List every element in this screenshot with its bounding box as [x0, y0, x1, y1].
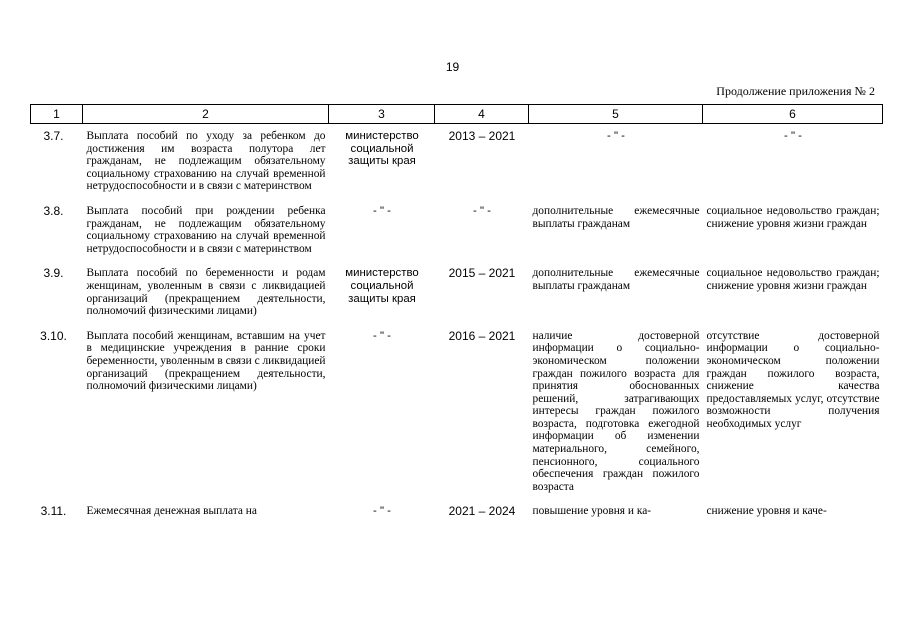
table-row: [31, 324, 883, 500]
row-number: 3.10.: [40, 328, 67, 343]
executor-cell: - " -: [373, 505, 391, 518]
program-measures-table: [30, 104, 883, 524]
table-header-row: [31, 105, 883, 124]
condition-cell: дополнительные ежемесячные выплаты гражданам: [532, 267, 700, 292]
risk-cell: снижение уровня и каче-: [706, 505, 827, 518]
column-header: 1: [31, 105, 83, 124]
measure-name: Выплата пособий при рождении ребенка гражданам, не подлежащим обязательному социальному страхованию на случай временной нетрудоспособности и в связи с материнством: [86, 204, 326, 255]
executor-cell: министерство социальной защиты края: [345, 130, 419, 168]
executor-cell: - " -: [373, 329, 391, 342]
table-row: [31, 199, 883, 261]
condition-cell: дополнительные ежемесячные выплаты гражданам: [532, 204, 700, 230]
appendix-continuation-label: Продолжение приложения № 2: [716, 84, 875, 98]
period-cell: - " -: [473, 204, 491, 217]
row-number: 3.8.: [43, 203, 64, 218]
row-number: 3.11.: [40, 504, 67, 519]
risk-cell: социальное недовольство граждан; снижение уровня жизни граждан: [706, 204, 880, 230]
risk-cell: - " -: [784, 130, 802, 142]
page-number: 19: [445, 60, 460, 74]
column-header: 5: [529, 105, 703, 124]
period-cell: 2013 – 2021: [448, 129, 516, 143]
table-row: [31, 261, 883, 323]
row-number: 3.9.: [43, 266, 64, 281]
condition-cell: наличие достоверной информации о социально-экономическом положении граждан пожилого возраста для принятия обоснованных решений, затрагивающих интересы граждан пожилого возраста, подготовка ежегодной информации об изменении материального, семейного, пенсионного, социального обеспечения граждан пожилого возраста: [532, 329, 700, 493]
measure-name: Выплата пособий по беременности и родам женщинам, уволенным в связи с ликвидацией организаций (прекращением деятельности, полномочий физическими лицами): [86, 267, 326, 318]
period-cell: 2015 – 2021: [448, 266, 516, 281]
period-cell: 2016 – 2021: [448, 328, 516, 343]
executor-cell: - " -: [373, 204, 391, 217]
table-row: [31, 124, 883, 199]
measure-name: Выплата пособий женщинам, вставшим на учет в медицинские учреждения в ранние сроки беременности, уволенным в связи с ликвидацией организаций (прекращением деятельности, полномочий физическими лицами): [86, 329, 326, 393]
measure-name: Ежемесячная денежная выплата на: [86, 505, 257, 518]
risk-cell: социальное недовольство граждан; снижение уровня жизни граждан: [706, 267, 880, 292]
column-header: 2: [83, 105, 329, 124]
table-row: [31, 499, 883, 524]
period-cell: 2021 – 2024: [448, 504, 516, 519]
risk-cell: отсутствие достоверной информации о социально-экономическом положении граждан пожилого возраста, снижение качества предоставляемых услуг, отсутствие возможности получения необходимых услуг: [706, 329, 880, 430]
measure-name: Выплата пособий по уходу за ребенком до достижения им возраста полутора лет гражданам, не подлежащим обязательному социальному страхованию на случай временной нетрудоспособности и в связи с материнством: [86, 130, 326, 193]
condition-cell: - " -: [607, 130, 625, 142]
condition-cell: повышение уровня и ка-: [532, 505, 652, 518]
executor-cell: министерство социальной защиты края: [345, 267, 419, 305]
row-number: 3.7.: [43, 129, 64, 143]
column-header: 4: [435, 105, 529, 124]
column-header: 3: [329, 105, 435, 124]
column-header: 6: [703, 105, 883, 124]
